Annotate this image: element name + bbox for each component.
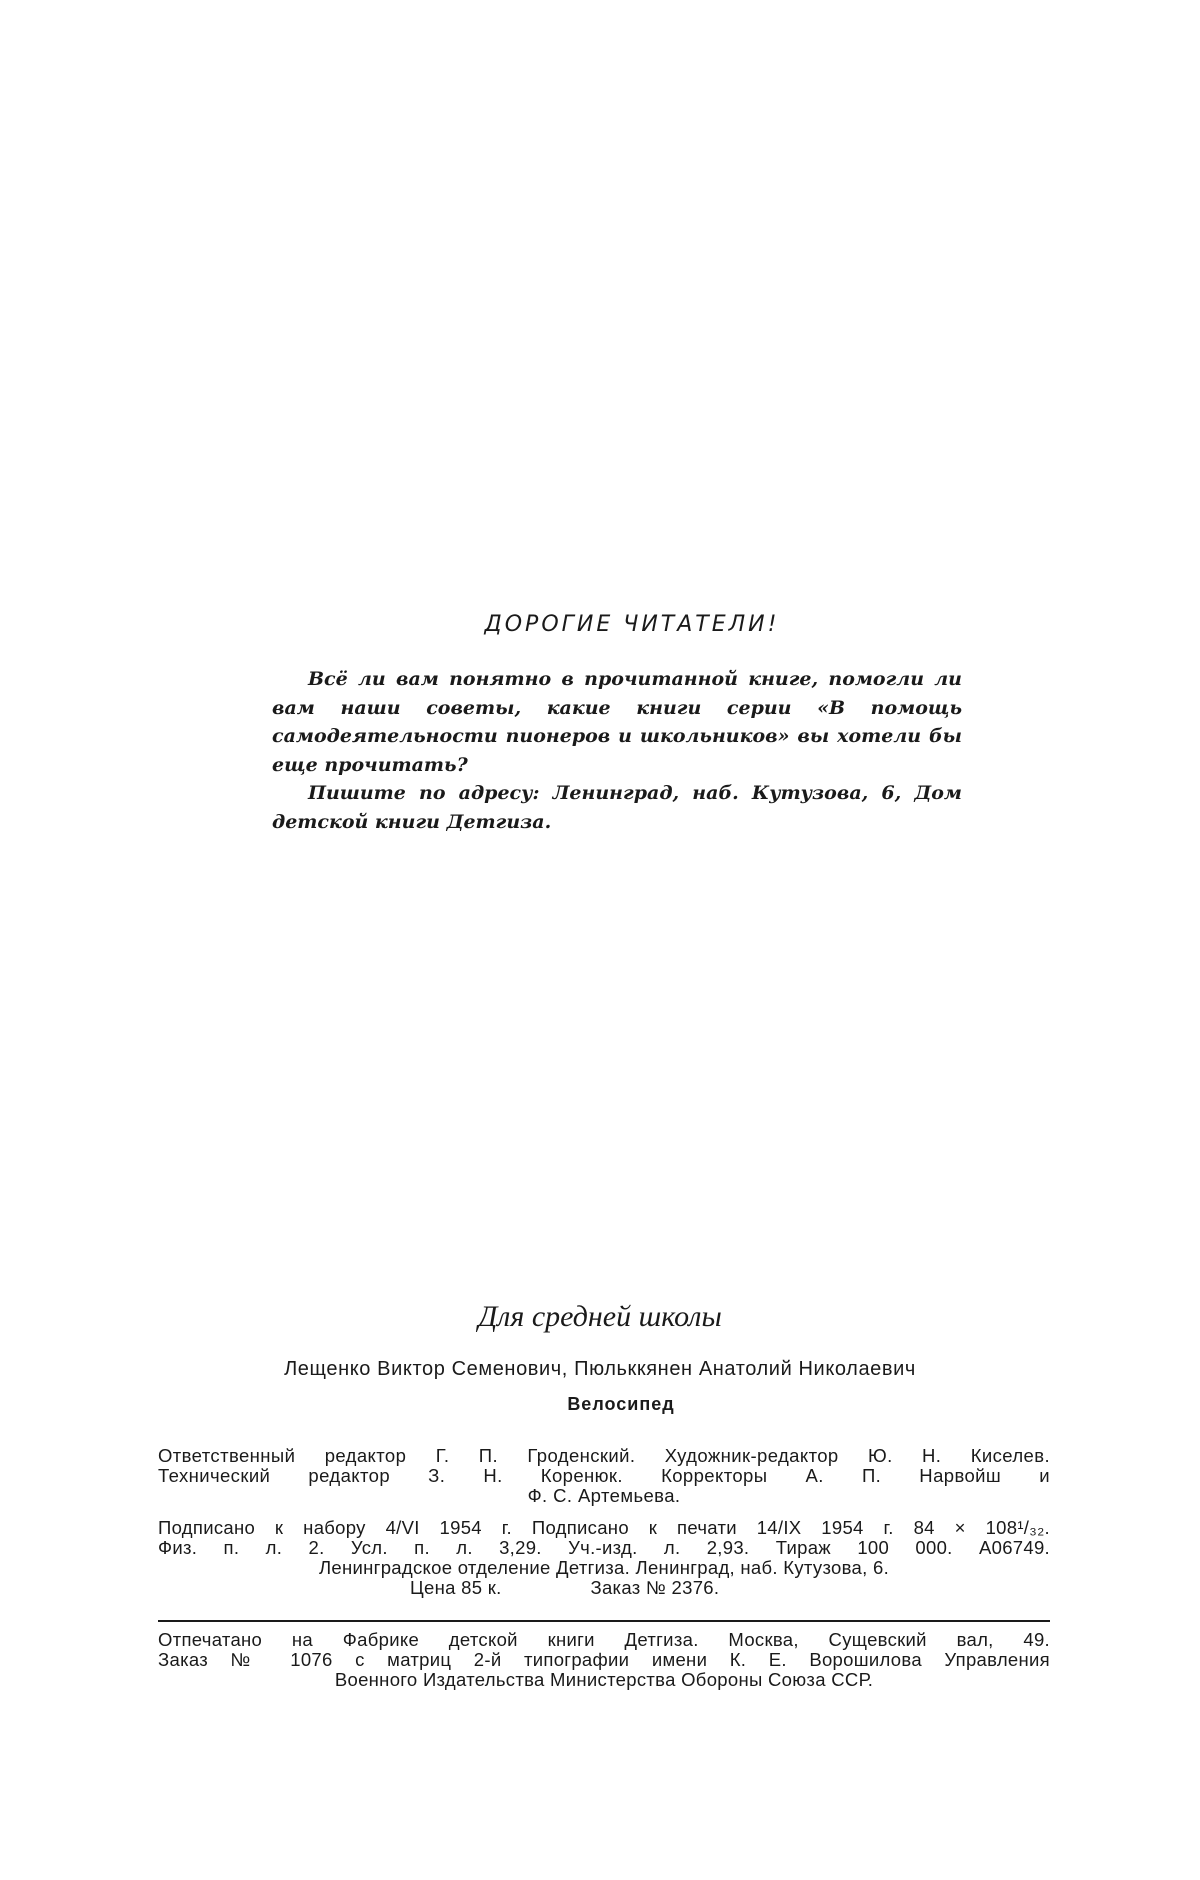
printer-line: Заказ № 1076 с матриц 2-й типографии имени К. Е. Ворошилова Управления (158, 1649, 1050, 1670)
printer-line: Военного Издательства Министерства Обороны Союза ССР. (334, 1669, 874, 1690)
signed-line: Физ. п. л. 2. Усл. п. л. 3,29. Уч.-изд. л. 2,93. Тираж 100 000. А06749. (158, 1537, 1050, 1558)
book-title: Велосипед (567, 1394, 675, 1414)
readers-note-paragraph-2: Пишите по адресу: Ленинград, наб. Кутузова, 6, Дом детской книги Детгиза. (272, 782, 962, 833)
readers-note-paragraph-1: Всё ли вам понятно в прочитанной книге, помогли ли вам наши советы, какие книги серии «В помощь самодеятельности пионеров и школьников» вы хотели бы еще прочитать? (272, 668, 962, 776)
signed-line: Ленинградское отделение Детгиза. Ленинград, наб. Кутузова, 6. (318, 1557, 890, 1578)
printer-info (158, 1630, 1050, 1690)
printer-line: Отпечатано на Фабрике детской книги Детгиза. Москва, Сущевский вал, 49. (158, 1629, 1050, 1650)
imprint-divider (158, 1620, 1050, 1622)
editorial-credits (158, 1446, 1050, 1506)
authors-line: Лещенко Виктор Семенович, Пюльккянен Анатолий Николаевич (284, 1358, 916, 1380)
credits-line: Ф. С. Артемьева. (527, 1485, 681, 1506)
publication-details (158, 1518, 1050, 1598)
order-number: Заказ № 2376. (590, 1577, 720, 1598)
credits-line: Ответственный редактор Г. П. Гроденский. Художник-редактор Ю. Н. Киселев. (158, 1445, 1050, 1466)
readers-note-title: ДОРОГИЕ ЧИТАТЕЛИ! (484, 612, 780, 637)
series-label: Для средней школы (478, 1300, 722, 1333)
credits-line: Технический редактор З. Н. Коренюк. Корректоры А. П. Нарвойш и (158, 1465, 1050, 1486)
signed-line: Подписано к набору 4/VI 1954 г. Подписано к печати 14/IX 1954 г. 84 × 108¹/₃₂. (158, 1517, 1050, 1538)
price: Цена 85 к. (410, 1577, 502, 1598)
readers-note (272, 612, 962, 836)
price-order-line (158, 1578, 1050, 1598)
